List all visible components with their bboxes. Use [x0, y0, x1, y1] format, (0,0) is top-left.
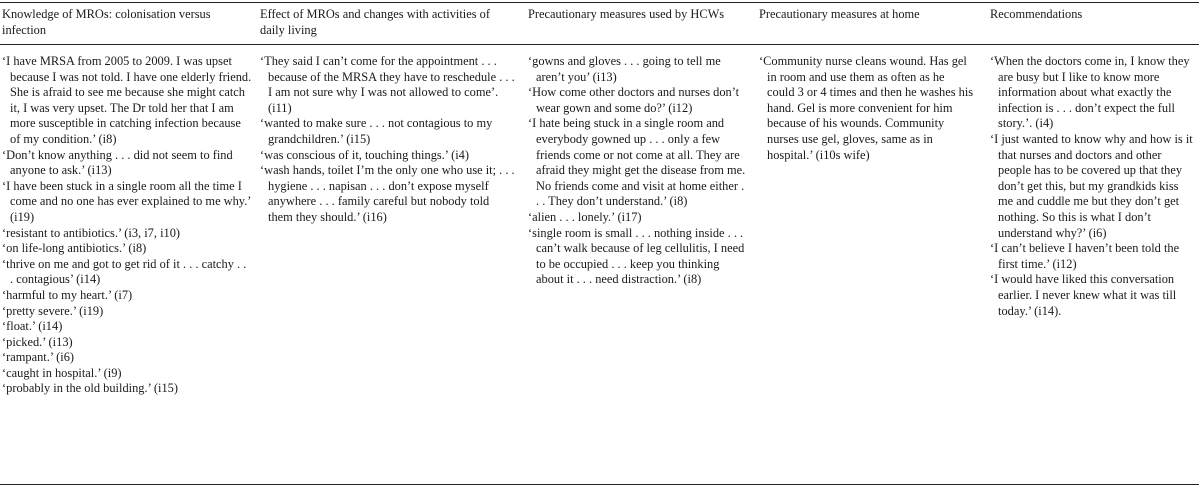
quote-entry: ‘thrive on me and got to get rid of it . . . catchy . . . contagious’ (i14) — [2, 256, 247, 287]
quote-entry: ‘single room is small . . . nothing inside . . . can’t walk because of leg cellulitis, I need to be occupied . . . keep you thinking about it . . . need distraction.’ (i8) — [528, 225, 745, 287]
quote-entry: ‘They said I can’t come for the appointment . . . because of the MRSA they have to reschedule . . . I am not sure why I was not allowed to come’. (i11) — [260, 54, 515, 115]
quote-entry: ‘picked.’ (i13) — [2, 334, 73, 349]
quote-entry: ‘pretty severe.’ (i19) — [2, 303, 104, 318]
column-effect — [260, 54, 515, 226]
quote-entry: ‘was conscious of it, touching things.’ (i4) — [260, 147, 470, 162]
column-knowledge — [2, 54, 252, 397]
quote-entry: ‘float.’ (i14) — [2, 319, 63, 334]
quote-entry: ‘rampant.’ (i6) — [2, 350, 75, 365]
quote-entry: ‘wanted to make sure . . . not contagious to my grandchildren.’ (i15) — [260, 116, 493, 146]
quote-entry: ‘How come other doctors and nurses don’t wear gown and some do?’ (i12) — [528, 85, 740, 115]
column-header-knowledge: Knowledge of MROs: colonisation versus infection — [2, 7, 211, 37]
quote-entry: ‘I have MRSA from 2005 to 2009. I was upset because I was not told. I have one elderly friend. She is afraid to see me because she might catch it, I was very upset. The Dr told her that I am more susceptible in catching infection because of my condition.’ (i8) — [2, 54, 252, 146]
column-header-effect: Effect of MROs and changes with activities of daily living — [260, 7, 490, 37]
header-divider-rule — [0, 44, 1199, 45]
quote-entry: ‘probably in the old building.’ (i15) — [2, 381, 178, 396]
column-recommendations — [990, 54, 1195, 319]
column-header-hcw-precautions: Precautionary measures used by HCWs — [528, 7, 725, 21]
quote-entry: ‘I just wanted to know why and how is it that nurses and doctors and other people has to be covered up that they don’t get this, but my grandkids kiss me and cuddle me but they don’t get nothing. So this is what I don’t understand why?’ (i6) — [990, 131, 1193, 240]
column-header-home-precautions: Precautionary measures at home — [759, 7, 920, 21]
quote-entry: ‘gowns and gloves . . . going to tell me aren’t you’ (i13) — [528, 54, 721, 84]
quote-entry: ‘I can’t believe I haven’t been told the first time.’ (i12) — [990, 241, 1180, 271]
column-hcw-precautions — [528, 54, 746, 288]
quote-entry: ‘caught in hospital.’ (i9) — [2, 365, 122, 380]
quote-entry: ‘I hate being stuck in a single room and everybody gowned up . . . only a few friends come or not come at all. They are afraid they might get the disease from me. No friends come and visit at home either . . . They don’t understand.’ (i8) — [528, 116, 746, 209]
table-top-rule — [0, 2, 1199, 3]
quote-entry: ‘When the doctors come in, I know they are busy but I like to know more information about what exactly the infection is . . . don’t expect the full story.’. (i4) — [990, 54, 1190, 131]
quote-entry: ‘Don’t know anything . . . did not seem to find anyone to ask.’ (i13) — [2, 147, 233, 178]
quote-entry: ‘resistant to antibiotics.’ (i3, i7, i10) — [2, 225, 181, 240]
quote-entry: ‘wash hands, toilet I’m the only one who use it; . . . hygiene . . . napisan . . . don’t expose myself anywhere . . . family careful but nobody told them they should.’ (i16) — [260, 163, 515, 224]
quote-entry: ‘Community nurse cleans wound. Has gel in room and use them as often as he could 3 or 4 times and then he washes his hand. Gel is more convenient for him because of his wounds. Community nurses use gel, gloves, same as in hospital.’ (i10s wife) — [759, 54, 974, 162]
quote-entry: ‘on life-long antibiotics.’ (i8) — [2, 241, 147, 256]
quote-entry: ‘I have been stuck in a single room all the time I come and no one has ever explained to me why.’ (i19) — [2, 178, 251, 224]
quote-entry: ‘harmful to my heart.’ (i7) — [2, 287, 133, 302]
quote-entry: ‘I would have liked this conversation earlier. I never knew what it was till today.’ (i14). — [990, 272, 1177, 318]
quote-entry: ‘alien . . . lonely.’ (i17) — [528, 209, 642, 224]
table-bottom-rule — [0, 484, 1199, 485]
column-header-recommendations: Recommendations — [990, 7, 1083, 21]
column-home-precautions — [759, 54, 974, 163]
